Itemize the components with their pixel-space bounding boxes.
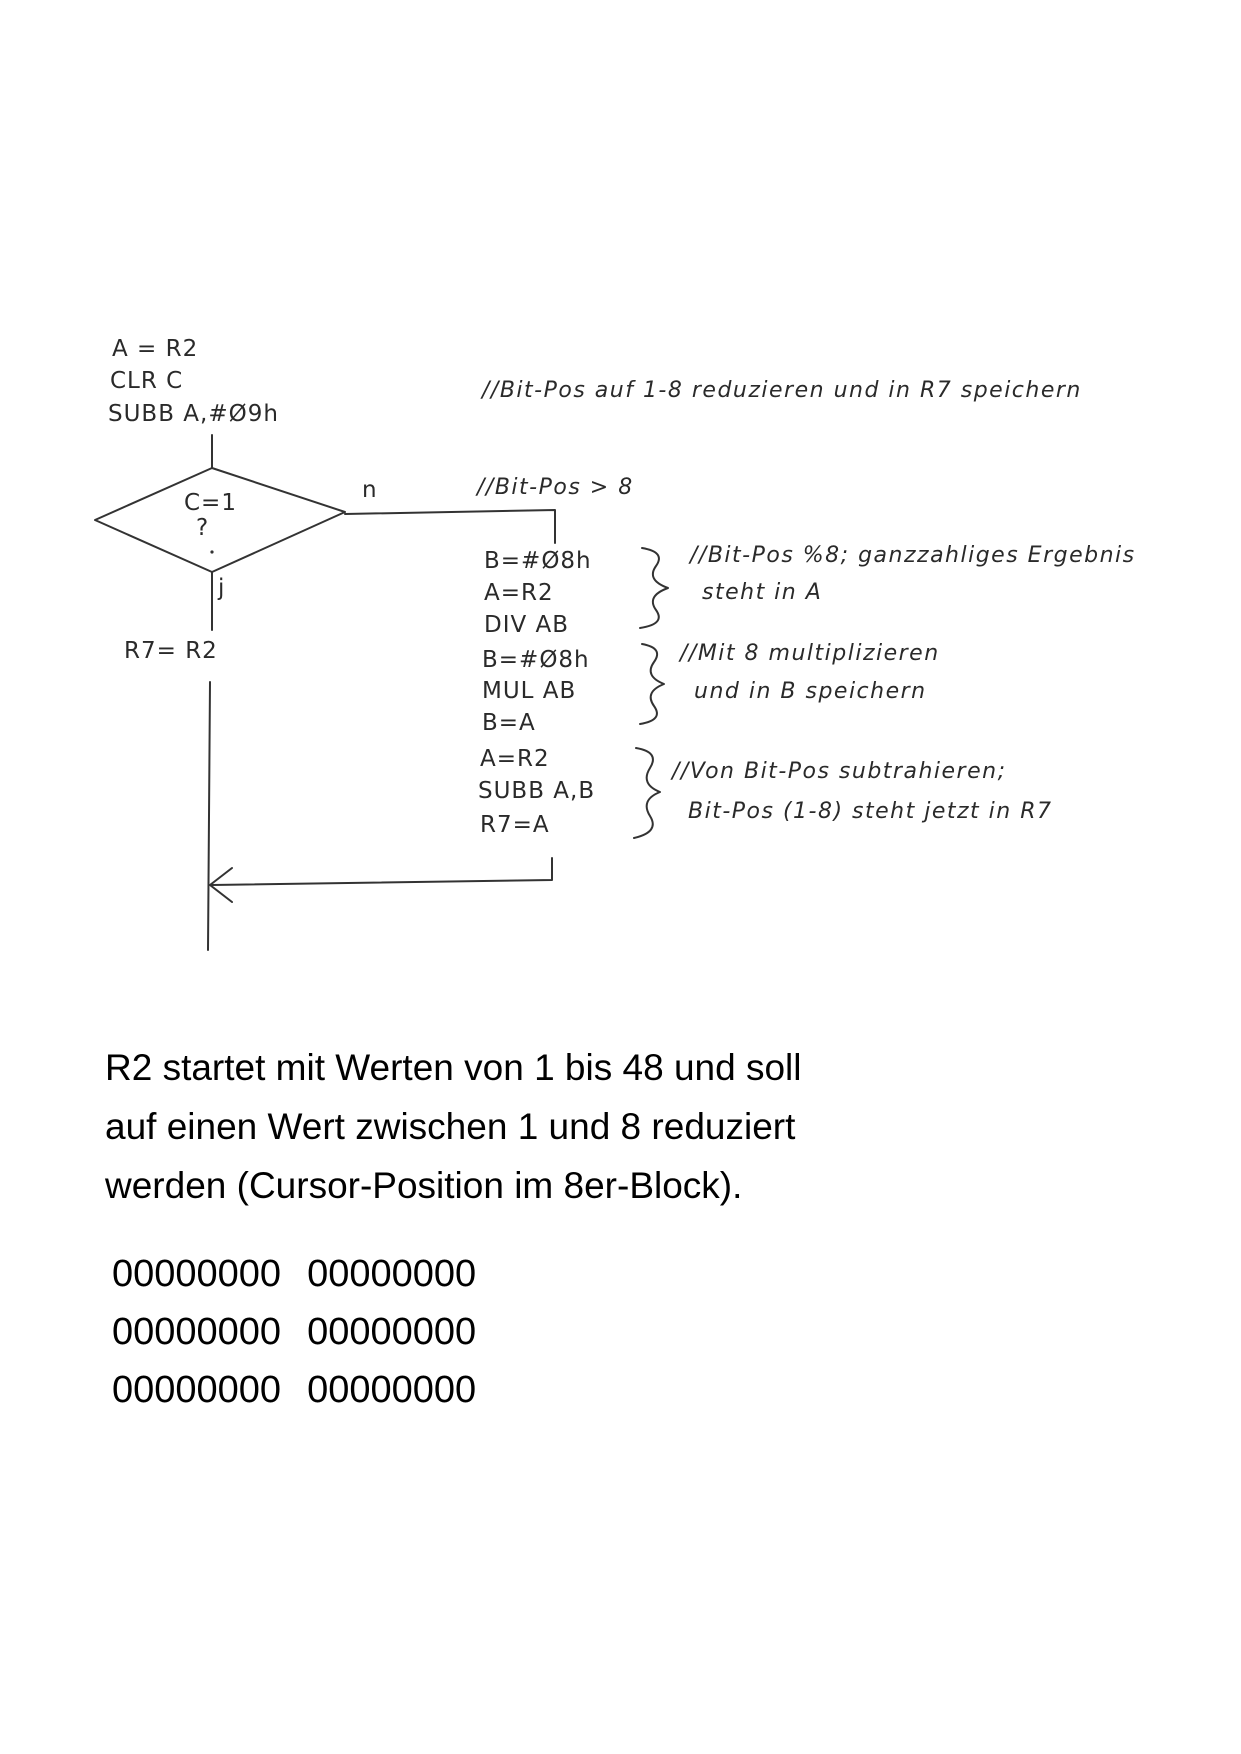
init-line-1: A = R2 [112,336,199,362]
bit-group: 00000000 [112,1369,282,1411]
decision-condition: C=1 [184,490,237,516]
bit-row [112,1245,502,1303]
bit-group: 00000000 [307,1311,477,1353]
no-label: n [362,477,378,503]
block1-line-1: B=#Ø8h [484,548,592,574]
init-line-2: CLR C [110,368,184,394]
block3-brace [634,748,660,838]
block2-comment-2: und in B speichern [694,679,927,704]
block3-line-3: R7=A [480,812,550,838]
decision-question: ? [196,515,210,541]
block2-comment-1: //Mit 8 multiplizieren [680,641,940,666]
block1-line-2: A=R2 [484,580,554,606]
no-branch-line [345,510,555,543]
block1-comment-2: steht in A [702,580,823,605]
block3-line-2: SUBB A,B [478,778,596,804]
yes-box: R7= R2 [124,638,218,664]
block2-line-3: B=A [482,710,536,736]
description-line-3: werden (Cursor-Position im 8er-Block). [105,1165,743,1206]
description-line-1: R2 startet mit Werten von 1 bis 48 und soll [105,1047,802,1088]
bit-group: 00000000 [307,1369,477,1411]
block1-comment-1: //Bit-Pos %8; ganzzahliges Ergebnis [690,543,1136,568]
block2-line-2: MUL AB [482,678,577,704]
bit-group: 00000000 [112,1253,282,1295]
description-line-2: auf einen Wert zwischen 1 und 8 reduziert [105,1106,796,1147]
bit-group: 00000000 [307,1253,477,1295]
bit-group: 00000000 [112,1311,282,1353]
block1-line-3: DIV AB [484,612,570,638]
branch-comment: //Bit-Pos > 8 [477,475,634,500]
block3-comment-2: Bit-Pos (1-8) steht jetzt in R7 [688,799,1053,824]
init-line-3: SUBB A,#Ø9h [108,401,279,427]
decision-dot [210,550,213,553]
main-line [208,682,210,950]
block3-line-1: A=R2 [480,746,550,772]
bit-row [112,1361,502,1419]
block3-comment-1: //Von Bit-Pos subtrahieren; [672,759,1007,784]
description [105,1038,1005,1215]
bit-row [112,1303,502,1361]
bit-grid [112,1245,502,1419]
init-comment: //Bit-Pos auf 1-8 reduzieren und in R7 speichern [482,378,1082,403]
decision-diamond [95,468,345,572]
block1-brace [640,548,668,628]
block2-line-1: B=#Ø8h [482,647,590,673]
block2-brace [640,644,664,724]
return-line [212,858,552,885]
yes-label: j [218,575,226,601]
